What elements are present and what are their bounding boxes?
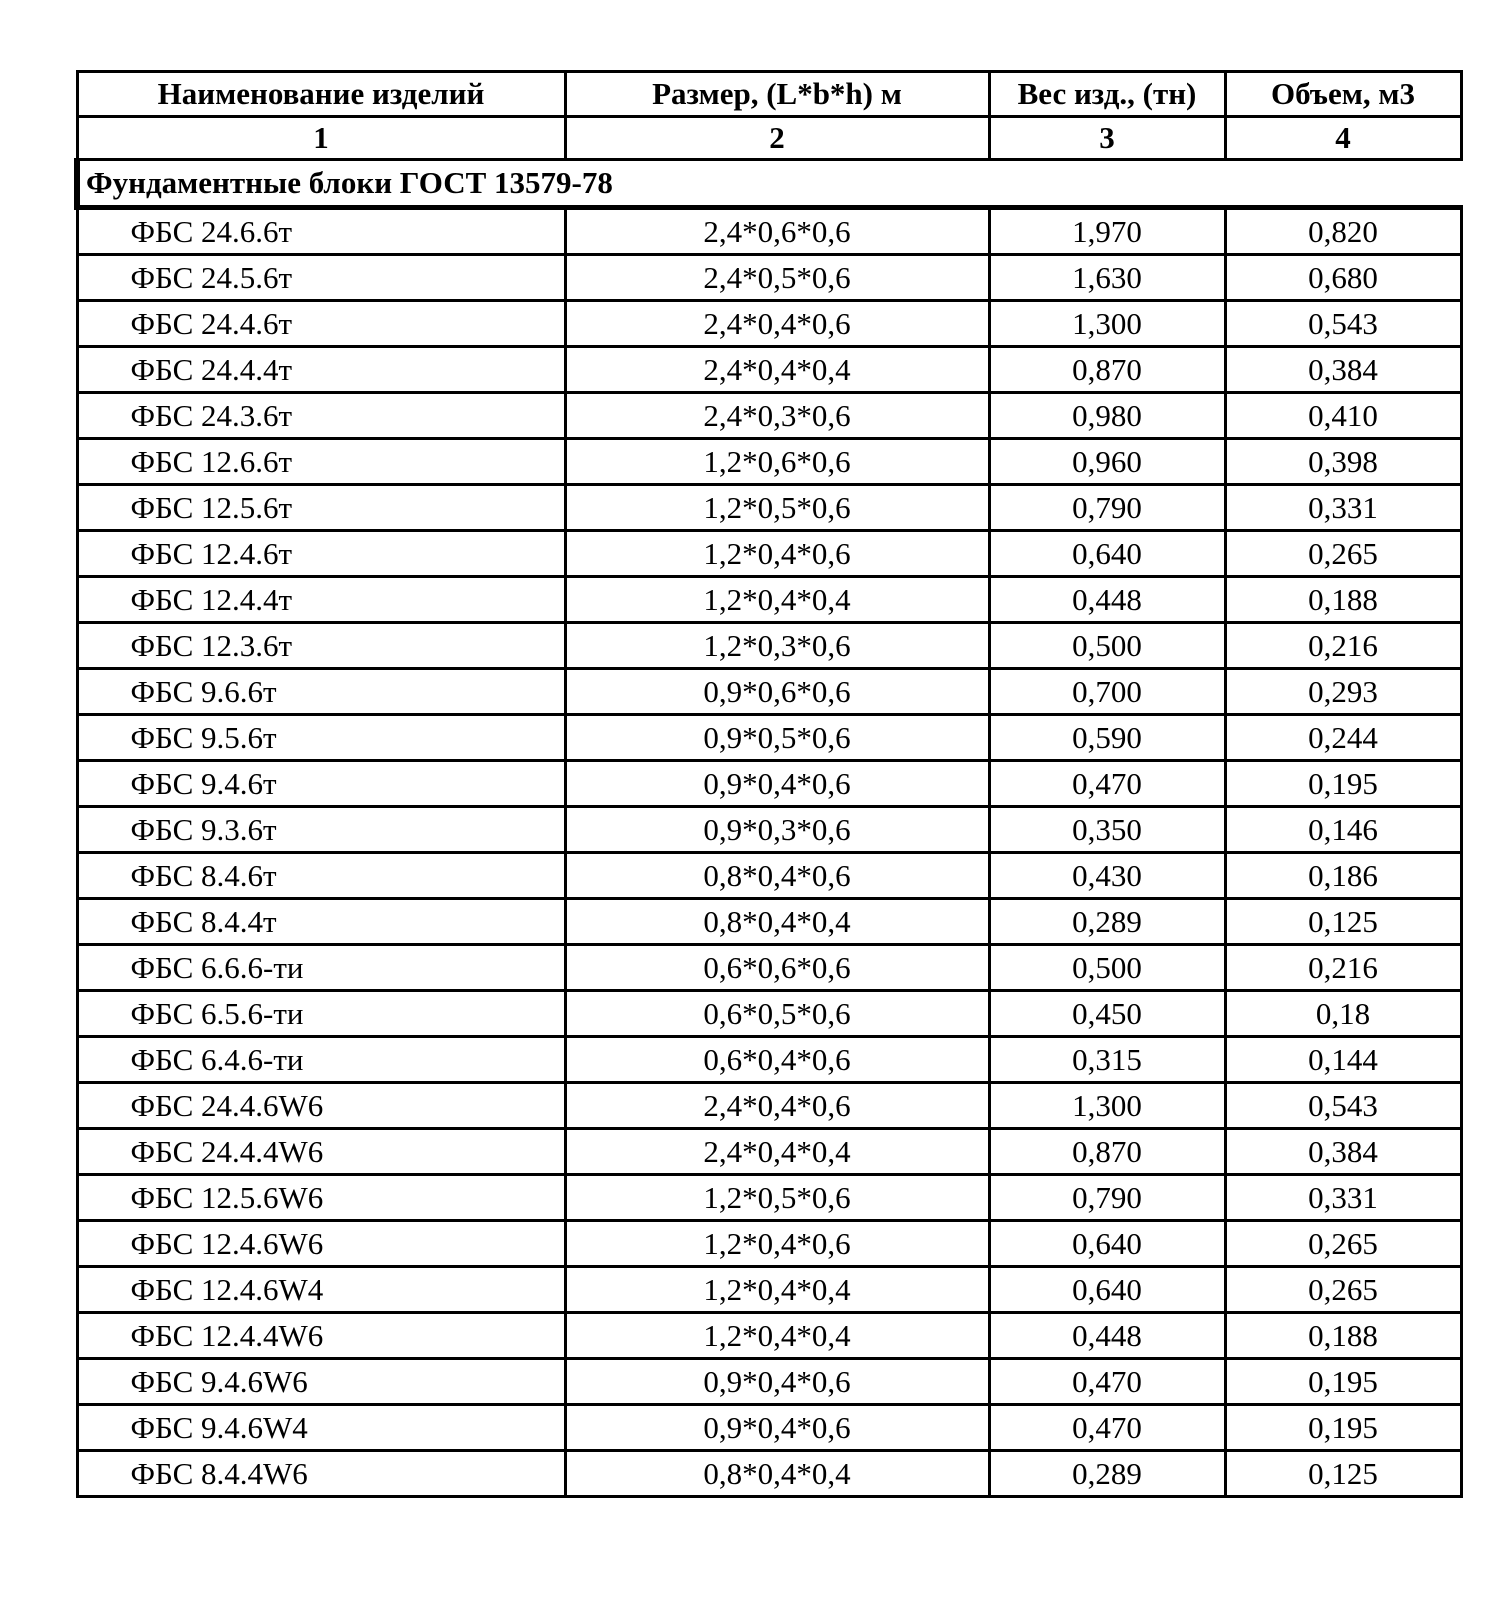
table-row	[77, 623, 1461, 669]
header-row	[77, 72, 1461, 117]
size-cell: 0,9*0,5*0,6	[565, 715, 989, 761]
weight-cell: 0,640	[989, 1267, 1225, 1313]
size-cell: 2,4*0,4*0,6	[565, 301, 989, 347]
weight-cell: 0,315	[989, 1037, 1225, 1083]
table-row	[77, 577, 1461, 623]
product-name-cell: ФБС 12.4.4W6	[77, 1313, 565, 1359]
weight-cell: 0,448	[989, 1313, 1225, 1359]
table-row	[77, 1267, 1461, 1313]
size-cell: 1,2*0,4*0,4	[565, 1313, 989, 1359]
section-title: Фундаментные блоки ГОСТ 13579-78	[77, 160, 1461, 208]
product-name-cell: ФБС 9.5.6т	[77, 715, 565, 761]
table-row	[77, 991, 1461, 1037]
weight-cell: 0,500	[989, 945, 1225, 991]
table-row	[77, 807, 1461, 853]
product-name-cell: ФБС 9.4.6W4	[77, 1405, 565, 1451]
header-weight: Вес изд., (тн)	[989, 72, 1225, 117]
table-row	[77, 1451, 1461, 1497]
weight-cell: 1,970	[989, 208, 1225, 255]
table-body	[77, 160, 1461, 1497]
volume-cell: 0,293	[1225, 669, 1461, 715]
table-row	[77, 393, 1461, 439]
table-row	[77, 715, 1461, 761]
volume-cell: 0,146	[1225, 807, 1461, 853]
table-row	[77, 255, 1461, 301]
size-cell: 1,2*0,4*0,6	[565, 531, 989, 577]
product-name-cell: ФБС 6.5.6-ти	[77, 991, 565, 1037]
column-number-3: 3	[989, 117, 1225, 160]
product-name-cell: ФБС 9.4.6W6	[77, 1359, 565, 1405]
product-name-cell: ФБС 6.4.6-ти	[77, 1037, 565, 1083]
table-row	[77, 531, 1461, 577]
volume-cell: 0,265	[1225, 1267, 1461, 1313]
product-name-cell: ФБС 9.4.6т	[77, 761, 565, 807]
product-name-cell: ФБС 24.4.4т	[77, 347, 565, 393]
size-cell: 1,2*0,5*0,6	[565, 485, 989, 531]
weight-cell: 0,790	[989, 485, 1225, 531]
table-row	[77, 853, 1461, 899]
product-name-cell: ФБС 24.3.6т	[77, 393, 565, 439]
weight-cell: 1,630	[989, 255, 1225, 301]
volume-cell: 0,384	[1225, 1129, 1461, 1175]
size-cell: 0,9*0,3*0,6	[565, 807, 989, 853]
volume-cell: 0,186	[1225, 853, 1461, 899]
product-name-cell: ФБС 24.4.6W6	[77, 1083, 565, 1129]
weight-cell: 0,470	[989, 1359, 1225, 1405]
table-row	[77, 485, 1461, 531]
size-cell: 0,8*0,4*0,4	[565, 1451, 989, 1497]
product-name-cell: ФБС 24.5.6т	[77, 255, 565, 301]
volume-cell: 0,195	[1225, 761, 1461, 807]
weight-cell: 0,640	[989, 1221, 1225, 1267]
size-cell: 2,4*0,5*0,6	[565, 255, 989, 301]
product-name-cell: ФБС 12.4.4т	[77, 577, 565, 623]
table-header	[77, 72, 1461, 160]
volume-cell: 0,543	[1225, 1083, 1461, 1129]
header-name: Наименование изделий	[77, 72, 565, 117]
size-cell: 1,2*0,6*0,6	[565, 439, 989, 485]
weight-cell: 0,960	[989, 439, 1225, 485]
column-number-4: 4	[1225, 117, 1461, 160]
section-row	[77, 160, 1461, 208]
weight-cell: 1,300	[989, 1083, 1225, 1129]
weight-cell: 0,350	[989, 807, 1225, 853]
table-row	[77, 1175, 1461, 1221]
volume-cell: 0,125	[1225, 1451, 1461, 1497]
table-row	[77, 1405, 1461, 1451]
size-cell: 2,4*0,3*0,6	[565, 393, 989, 439]
weight-cell: 0,700	[989, 669, 1225, 715]
size-cell: 2,4*0,4*0,4	[565, 347, 989, 393]
product-name-cell: ФБС 9.6.6т	[77, 669, 565, 715]
volume-cell: 0,188	[1225, 1313, 1461, 1359]
volume-cell: 0,265	[1225, 1221, 1461, 1267]
volume-cell: 0,398	[1225, 439, 1461, 485]
product-name-cell: ФБС 12.5.6W6	[77, 1175, 565, 1221]
product-name-cell: ФБС 24.4.6т	[77, 301, 565, 347]
size-cell: 1,2*0,3*0,6	[565, 623, 989, 669]
weight-cell: 0,470	[989, 761, 1225, 807]
product-name-cell: ФБС 8.4.6т	[77, 853, 565, 899]
weight-cell: 0,289	[989, 1451, 1225, 1497]
volume-cell: 0,331	[1225, 485, 1461, 531]
product-spec-table	[74, 70, 1463, 1498]
weight-cell: 0,500	[989, 623, 1225, 669]
header-volume: Объем, м3	[1225, 72, 1461, 117]
volume-cell: 0,216	[1225, 623, 1461, 669]
product-name-cell: ФБС 24.6.6т	[77, 208, 565, 255]
weight-cell: 0,450	[989, 991, 1225, 1037]
table-row	[77, 1313, 1461, 1359]
weight-cell: 0,448	[989, 577, 1225, 623]
size-cell: 0,9*0,4*0,6	[565, 1405, 989, 1451]
product-name-cell: ФБС 12.4.6W4	[77, 1267, 565, 1313]
weight-cell: 1,300	[989, 301, 1225, 347]
volume-cell: 0,820	[1225, 208, 1461, 255]
column-number-2: 2	[565, 117, 989, 160]
table-row	[77, 1083, 1461, 1129]
volume-cell: 0,125	[1225, 899, 1461, 945]
size-cell: 0,9*0,6*0,6	[565, 669, 989, 715]
volume-cell: 0,195	[1225, 1359, 1461, 1405]
size-cell: 1,2*0,5*0,6	[565, 1175, 989, 1221]
table-row	[77, 899, 1461, 945]
size-cell: 0,8*0,4*0,6	[565, 853, 989, 899]
volume-cell: 0,410	[1225, 393, 1461, 439]
product-name-cell: ФБС 12.5.6т	[77, 485, 565, 531]
weight-cell: 0,289	[989, 899, 1225, 945]
size-cell: 2,4*0,6*0,6	[565, 208, 989, 255]
table-row	[77, 1359, 1461, 1405]
size-cell: 1,2*0,4*0,4	[565, 1267, 989, 1313]
product-name-cell: ФБС 12.4.6W6	[77, 1221, 565, 1267]
volume-cell: 0,216	[1225, 945, 1461, 991]
product-name-cell: ФБС 9.3.6т	[77, 807, 565, 853]
product-name-cell: ФБС 12.4.6т	[77, 531, 565, 577]
table-row	[77, 439, 1461, 485]
column-number-row	[77, 117, 1461, 160]
size-cell: 0,9*0,4*0,6	[565, 761, 989, 807]
table-row	[77, 347, 1461, 393]
product-name-cell: ФБС 12.6.6т	[77, 439, 565, 485]
product-name-cell: ФБС 8.4.4т	[77, 899, 565, 945]
weight-cell: 0,980	[989, 393, 1225, 439]
size-cell: 0,6*0,5*0,6	[565, 991, 989, 1037]
weight-cell: 0,790	[989, 1175, 1225, 1221]
weight-cell: 0,870	[989, 347, 1225, 393]
weight-cell: 0,640	[989, 531, 1225, 577]
size-cell: 0,6*0,6*0,6	[565, 945, 989, 991]
table-row	[77, 1221, 1461, 1267]
table-row	[77, 761, 1461, 807]
table-row	[77, 945, 1461, 991]
size-cell: 1,2*0,4*0,6	[565, 1221, 989, 1267]
product-name-cell: ФБС 8.4.4W6	[77, 1451, 565, 1497]
volume-cell: 0,144	[1225, 1037, 1461, 1083]
volume-cell: 0,244	[1225, 715, 1461, 761]
table-row	[77, 301, 1461, 347]
weight-cell: 0,470	[989, 1405, 1225, 1451]
product-name-cell: ФБС 6.6.6-ти	[77, 945, 565, 991]
volume-cell: 0,384	[1225, 347, 1461, 393]
size-cell: 2,4*0,4*0,4	[565, 1129, 989, 1175]
weight-cell: 0,430	[989, 853, 1225, 899]
table-row	[77, 669, 1461, 715]
weight-cell: 0,590	[989, 715, 1225, 761]
header-size: Размер, (L*b*h) м	[565, 72, 989, 117]
volume-cell: 0,18	[1225, 991, 1461, 1037]
table-row	[77, 1129, 1461, 1175]
volume-cell: 0,680	[1225, 255, 1461, 301]
volume-cell: 0,195	[1225, 1405, 1461, 1451]
product-name-cell: ФБС 24.4.4W6	[77, 1129, 565, 1175]
volume-cell: 0,188	[1225, 577, 1461, 623]
table-row	[77, 1037, 1461, 1083]
volume-cell: 0,331	[1225, 1175, 1461, 1221]
volume-cell: 0,543	[1225, 301, 1461, 347]
size-cell: 0,6*0,4*0,6	[565, 1037, 989, 1083]
size-cell: 2,4*0,4*0,6	[565, 1083, 989, 1129]
product-name-cell: ФБС 12.3.6т	[77, 623, 565, 669]
column-number-1: 1	[77, 117, 565, 160]
size-cell: 1,2*0,4*0,4	[565, 577, 989, 623]
size-cell: 0,8*0,4*0,4	[565, 899, 989, 945]
weight-cell: 0,870	[989, 1129, 1225, 1175]
volume-cell: 0,265	[1225, 531, 1461, 577]
size-cell: 0,9*0,4*0,6	[565, 1359, 989, 1405]
table-row	[77, 208, 1461, 255]
